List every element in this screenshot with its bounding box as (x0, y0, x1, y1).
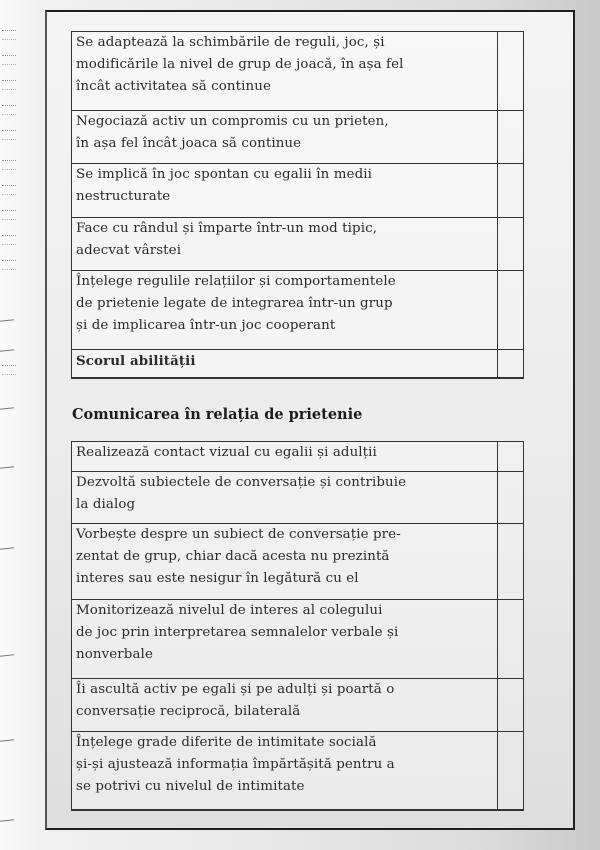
text-line: nestructurate (76, 189, 171, 204)
score-cell[interactable] (498, 524, 524, 600)
margin-rule (0, 739, 14, 741)
table-row (72, 732, 524, 810)
skill-description (72, 732, 498, 810)
skill-description (72, 111, 498, 164)
skill-description (72, 442, 498, 472)
text-line: la dialog (76, 497, 136, 512)
text-line: încât activitatea să continue (76, 79, 271, 94)
table-row (72, 111, 524, 164)
score-cell[interactable] (498, 732, 524, 810)
text-line: în așa fel încât joaca să continue (76, 136, 302, 151)
margin-rule (0, 349, 14, 351)
table-row (72, 164, 524, 218)
skill-score-label: Scorul abilității (72, 350, 498, 378)
skills-table-communication (71, 441, 524, 811)
text-line: interes sau este nesigur în legătură cu el (76, 571, 359, 586)
table-row (72, 218, 524, 271)
margin-text-fragment (2, 365, 16, 375)
text-line: Îi ascultă activ pe egali și pe adulți și poartă o (76, 682, 395, 697)
score-cell[interactable] (498, 679, 524, 732)
adjacent-page-margin (0, 0, 42, 850)
margin-rule (0, 819, 14, 821)
score-cell[interactable] (498, 442, 524, 472)
text-line: Face cu rândul și împarte într-un mod tipic, (76, 221, 378, 236)
table-row (72, 600, 524, 679)
table-row (72, 472, 524, 524)
margin-rule (0, 654, 14, 656)
score-cell[interactable] (498, 111, 524, 164)
text-line: Se implică în joc spontan cu egalii în medii (76, 167, 373, 182)
score-cell[interactable] (498, 218, 524, 271)
skill-description (72, 218, 498, 271)
text-line: și de implicarea într-un joc cooperant (76, 318, 336, 333)
text-line: zentat de grup, chiar dacă acesta nu prezintă (76, 549, 390, 564)
score-cell[interactable] (498, 600, 524, 679)
skill-description (72, 600, 498, 679)
margin-text-fragment (2, 185, 16, 195)
margin-text-fragment (2, 260, 16, 270)
skill-description (72, 524, 498, 600)
margin-text-fragment (2, 80, 16, 90)
margin-rule (0, 466, 14, 468)
text-line: Se adaptează la schimbările de reguli, joc, și (76, 35, 385, 50)
skill-description (72, 164, 498, 218)
margin-text-fragment (2, 30, 16, 40)
text-line: de prietenie legate de integrarea într-un grup (76, 296, 393, 311)
table-row (72, 679, 524, 732)
text-line: Monitorizează nivelul de interes al colegului (76, 603, 383, 618)
section-heading: Comunicarea în relația de prietenie (72, 406, 363, 423)
text-line: de joc prin interpretarea semnalelor verbale și (76, 625, 399, 640)
text-line: Realizează contact vizual cu egalii și adulții (76, 445, 377, 460)
margin-text-fragment (2, 210, 16, 220)
skill-description (72, 32, 498, 111)
skill-description (72, 472, 498, 524)
table-row (72, 32, 524, 111)
margin-text-fragment (2, 105, 16, 115)
margin-rule (0, 407, 14, 409)
skills-table-play (71, 31, 524, 379)
skill-description (72, 679, 498, 732)
skill-description (72, 271, 498, 350)
text-line: modificările la nivel de grup de joacă, în așa fel (76, 57, 404, 72)
text-line: Negociază activ un compromis cu un prieten, (76, 114, 389, 129)
text-line: și-și ajustează informația împărtășită pentru a (76, 757, 395, 772)
table-row (72, 524, 524, 600)
text-line: Înțelege regulile relațiilor și comportamentele (76, 274, 396, 289)
table-row (72, 271, 524, 350)
table-row (72, 442, 524, 472)
margin-rule (0, 547, 14, 549)
score-cell[interactable] (498, 32, 524, 111)
margin-text-fragment (2, 130, 16, 140)
text-line: Înțelege grade diferite de intimitate socială (76, 735, 377, 750)
score-cell[interactable] (498, 271, 524, 350)
text-line: adecvat vârstei (76, 243, 182, 258)
text-line: nonverbale (76, 647, 153, 662)
score-cell[interactable] (498, 164, 524, 218)
text-line: Vorbește despre un subiect de conversație pre- (76, 527, 401, 542)
text-line: conversație reciprocă, bilaterală (76, 704, 301, 719)
margin-text-fragment (2, 160, 16, 170)
score-cell[interactable] (498, 472, 524, 524)
margin-text-fragment (2, 235, 16, 245)
total-row (72, 350, 524, 378)
skill-score-value[interactable] (498, 350, 524, 378)
margin-rule (0, 319, 14, 321)
margin-text-fragment (2, 55, 16, 65)
text-line: Dezvoltă subiectele de conversație și contribuie (76, 475, 407, 490)
text-line: se potrivi cu nivelul de intimitate (76, 779, 305, 794)
